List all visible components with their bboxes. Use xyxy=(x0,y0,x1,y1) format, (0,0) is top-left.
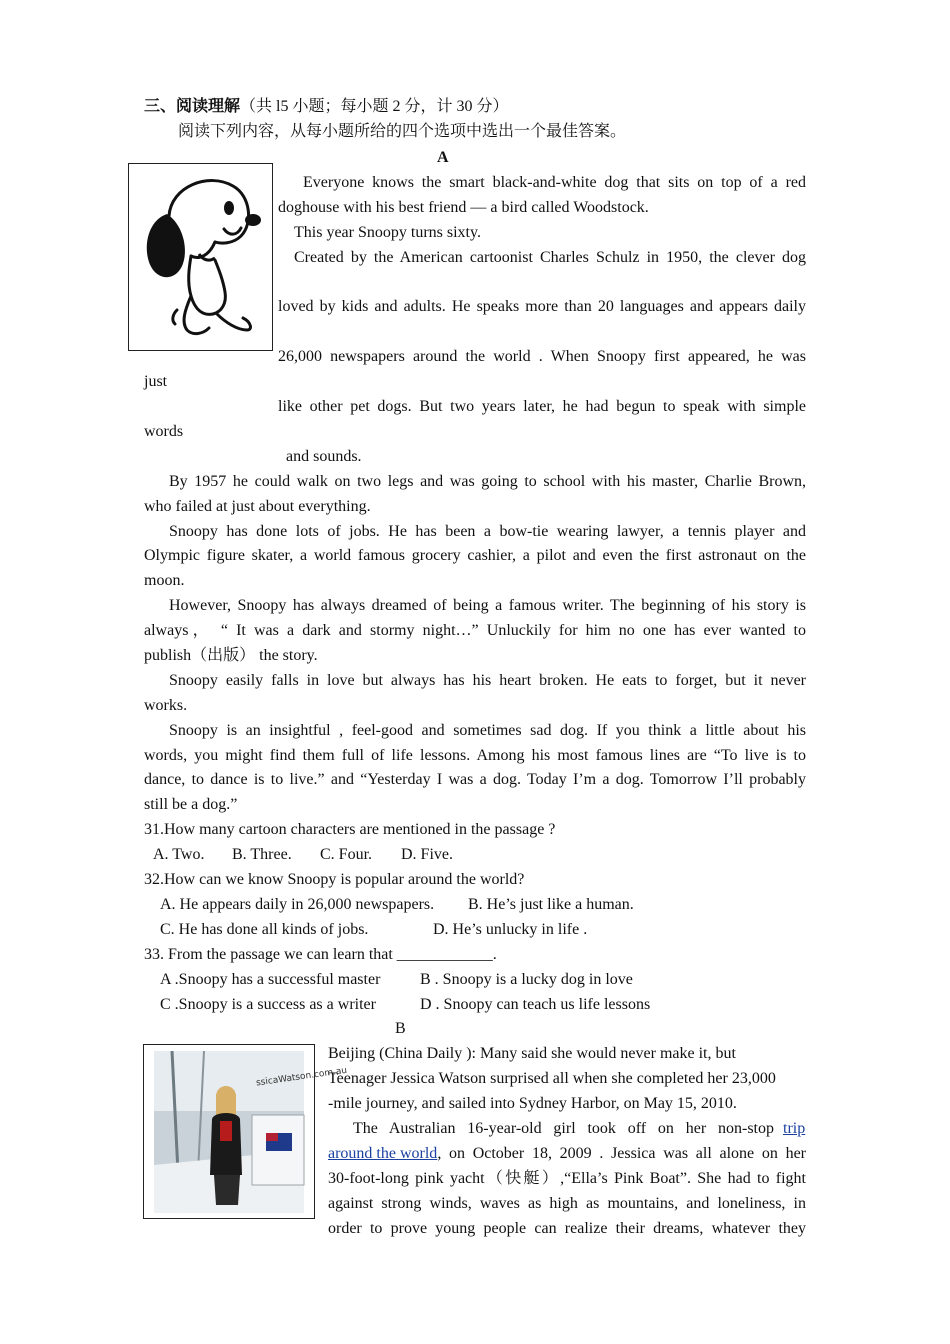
question-33-option-d: D . Snoopy can teach us life lessons xyxy=(420,996,651,1013)
question-31-option-a: A. Two. xyxy=(153,846,205,863)
passage-a-line: just xyxy=(144,373,168,390)
passage-b-line: on October 18, 2009 . Jessica was all alone on her xyxy=(449,1145,806,1162)
passage-a-letter: A xyxy=(437,149,449,166)
passage-b-line: -mile journey, and sailed into Sydney Harbor, on May 15, 2010. xyxy=(328,1095,737,1112)
section-title: 三、阅读理解 xyxy=(144,98,241,115)
passage-a-line: moon. xyxy=(144,572,185,589)
passage-a-line: Olympic figure skater, a world famous grocery cashier, a pilot and even the first astronaut on the xyxy=(144,547,806,564)
passage-a-line: Snoopy has done lots of jobs. He has been a bow-tie wearing lawyer, a tennis player and xyxy=(169,523,806,540)
passage-b-line: Teenager Jessica Watson surprised all when she completed her 23,000 xyxy=(328,1070,776,1087)
trip-around-world-link-cont[interactable]: around the world xyxy=(328,1145,438,1162)
passage-a-line: like other pet dogs. But two years later, he had begun to speak with simple xyxy=(278,398,806,415)
question-33-option-a: A .Snoopy has a successful master xyxy=(160,971,381,988)
question-32-option-c: C. He has done all kinds of jobs. xyxy=(160,921,369,938)
question-31-option-c: C. Four. xyxy=(320,846,373,863)
jessica-watson-photo xyxy=(143,1044,348,1219)
instruction: 阅读下列内容，从每小题所给的四个选项中选出一个最佳答案。 xyxy=(178,123,627,140)
yacht-photo-icon xyxy=(144,1045,348,1218)
section-scoring: （共 l5 小题；每小题 2 分，计 30 分） xyxy=(240,98,509,115)
snoopy-image xyxy=(128,163,273,351)
passage-b-line: The Australian 16-year-old girl took off on her non-stop xyxy=(353,1120,774,1137)
passage-a-line: Everyone knows the smart black-and-white dog that sits on top of a red xyxy=(303,174,806,191)
passage-b-line: 30-foot-long pink yacht（快艇）,“Ella’s Pink Boat”. She had to fight xyxy=(328,1170,806,1187)
question-32-option-b: B. He’s just like a human. xyxy=(468,896,634,913)
passage-a-line: Snoopy easily falls in love but always has his heart broken. He eats to forget, but it never xyxy=(169,672,806,689)
passage-b-line: order to prove young people can realize their dreams, whatever they xyxy=(328,1220,806,1237)
passage-a-line: By 1957 he could walk on two legs and was going to school with his master, Charlie Brown, xyxy=(169,473,806,490)
passage-a-line: publish（出版） the story. xyxy=(144,647,318,664)
question-31-stem: 31.How many cartoon characters are mentioned in the passage ? xyxy=(144,821,556,838)
passage-a-line: Created by the American cartoonist Charles Schulz in 1950, the clever dog xyxy=(294,249,806,266)
question-31-option-d: D. Five. xyxy=(401,846,453,863)
passage-a-line: This year Snoopy turns sixty. xyxy=(294,224,481,241)
passage-b-letter: B xyxy=(395,1020,406,1037)
passage-b-line: against strong winds, waves as high as mountains, and loneliness, in xyxy=(328,1195,806,1212)
snoopy-icon xyxy=(129,164,272,350)
passage-a-line: 26,000 newspapers around the world . When Snoopy first appeared, he was xyxy=(278,348,806,365)
passage-a-line: loved by kids and adults. He speaks more than 20 languages and appears daily xyxy=(278,298,806,315)
question-32-stem: 32.How can we know Snoopy is popular around the world? xyxy=(144,871,525,888)
passage-a-line: Snoopy is an insightful , feel-good and sometimes sad dog. If you think a little about his xyxy=(169,722,806,739)
passage-a-line: and sounds. xyxy=(286,448,362,465)
passage-b-link-line: around the world, xyxy=(328,1145,442,1162)
question-33-option-c: C .Snoopy is a success as a writer xyxy=(160,996,376,1013)
passage-a-line: However, Snoopy has always dreamed of being a famous writer. The beginning of his story is xyxy=(169,597,806,614)
passage-a-line: always， “ It was a dark and stormy night…” Unluckily for him no one has ever wanted to xyxy=(144,622,806,639)
passage-a-line: words xyxy=(144,423,184,440)
question-31-option-b: B. Three. xyxy=(232,846,292,863)
passage-a-line: doghouse with his best friend — a bird called Woodstock. xyxy=(278,199,649,216)
photo-banner-text: ssicaWatson.com.au xyxy=(255,1065,348,1089)
passage-a-line: words, you might find them full of life lessons. Among his most famous lines are “To live is to xyxy=(144,747,806,764)
passage-a-line: works. xyxy=(144,697,188,714)
passage-b-line: Beijing (China Daily ): Many said she would never make it, but xyxy=(328,1045,736,1062)
passage-a-line: still be a dog.” xyxy=(144,796,238,813)
question-32-option-a: A. He appears daily in 26,000 newspapers. xyxy=(160,896,435,913)
passage-a-line: who failed at just about everything. xyxy=(144,498,371,515)
question-32-option-d: D. He’s unlucky in life . xyxy=(433,921,588,938)
section-header xyxy=(144,97,508,117)
question-33-option-b: B . Snoopy is a lucky dog in love xyxy=(420,971,633,988)
trip-around-world-link[interactable]: trip xyxy=(783,1120,806,1137)
passage-a-line: dance, to dance is to live.” and “Yesterday I was a dog. Today I’m a dog. Tomorrow I’ll probably xyxy=(144,771,806,788)
question-33-stem: 33. From the passage we can learn that ____________. xyxy=(144,946,497,963)
